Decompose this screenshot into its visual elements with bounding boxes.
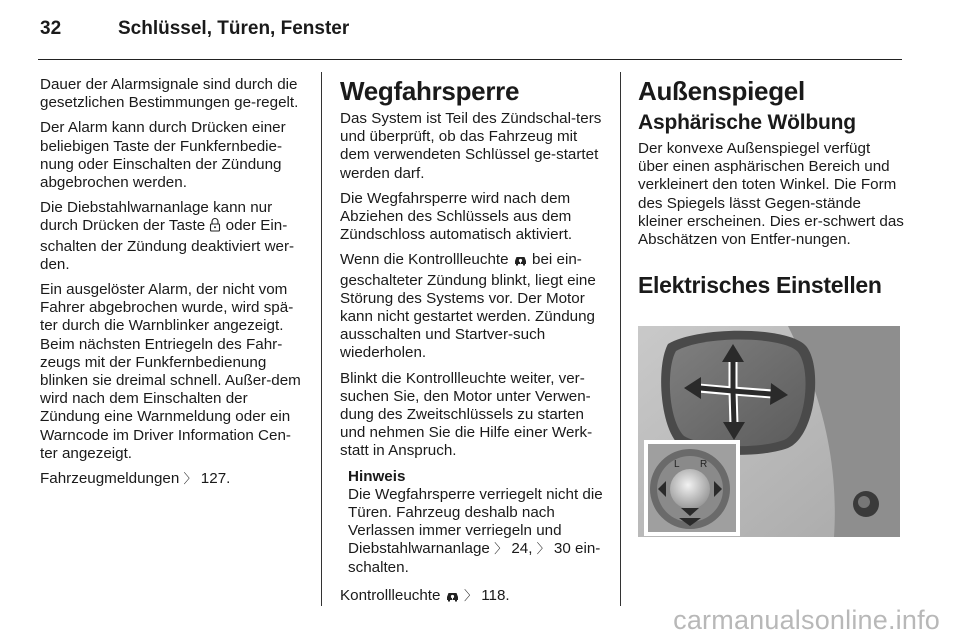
adjust-knob <box>670 469 710 509</box>
note-reference-2[interactable]: 30 ein-schalten. <box>348 540 601 576</box>
aspheric-text: Der konvexe Außenspiegel verfügt über einen asphärischen Bereich und verkleinert den toten Winkel. Die Form des Spiegels lässt Gegen-stände kleiner erscheinen. Dies er-schwert das Abschätzen von Entfer-nungen. <box>638 140 904 249</box>
exterior-mirror-heading: Außenspiegel <box>638 76 805 106</box>
alarm-duration-text: Dauer der Alarmsignale sind durch die gesetzlichen Bestimmungen ge-regelt. <box>40 76 299 112</box>
column-divider-1 <box>321 72 322 606</box>
left-mirror-label: L <box>674 459 680 470</box>
page-reference-arrow-icon: 〉 <box>463 587 477 603</box>
alarm-deactivate-text: Die Diebstahlwarnanlage kann nur durch Drücken der Taste oder Ein-schalten der Zündung deaktiviert wer-den. <box>40 199 295 273</box>
immobilizer-workshop-text: Blinkt die Kontrollleuchte weiter, ver-suchen Sie, den Motor unter Verwen-dung des Zweitschlüssels zu starten und nehmen Sie die Hilfe einer Werk-statt in Anspruch. <box>340 369 593 460</box>
column-3 <box>638 76 904 309</box>
running-title: Schlüssel, Türen, Fenster <box>118 18 350 39</box>
car-key-warning-icon <box>513 253 528 271</box>
note-box <box>348 468 604 577</box>
alarm-triggered-text: Ein ausgelöster Alarm, der nicht vom Fahrer abgebrochen wurde, wird spä-ter durch die Warnblinker angezeigt. Beim nächsten Entriegeln des Fahr-zeugs mit der Funkfernbedienung blinken sie dreimal schnell. Außer-dem wird nach dem Einschalten der Zündung eine Warnmeldung oder ein Warncode im Driver Information Cen-ter angezeigt. <box>40 281 301 462</box>
warning-light-reference[interactable]: Kontrollleuchte 〉 118. <box>340 587 604 607</box>
immobilizer-intro: Das System ist Teil des Zündschal-ters und überprüft, ob das Fahrzeug mit dem verwendeten Schlüssel ge-startet werden darf. <box>340 110 602 182</box>
immobilizer-activation: Die Wegfahrsperre wird nach dem Abziehen des Schlüssels aus dem Zündschloss automatisch aktiviert. <box>340 189 573 244</box>
column-2 <box>340 76 604 614</box>
note-reference-1[interactable]: 24, <box>511 540 537 558</box>
note-title: Hinweis <box>348 467 406 485</box>
immobilizer-heading: Wegfahrsperre <box>340 76 520 106</box>
mirror-adjustment-illustration <box>638 326 900 537</box>
column-divider-2 <box>620 72 621 606</box>
column-1 <box>40 76 304 495</box>
right-mirror-label: R <box>700 459 708 470</box>
aspheric-heading: Asphärische Wölbung <box>638 111 856 134</box>
header-rule <box>38 59 902 60</box>
immobilizer-warning-text: Wenn die Kontrollleuchte bei ein-geschalteter Zündung blinkt, liegt eine Störung des Systems vor. Der Motor kann nicht gestartet werden. Zündung ausschalten und Startver-such wiederholen. <box>340 251 596 362</box>
page-header <box>40 18 920 48</box>
car-key-warning-icon <box>445 589 460 607</box>
door-control-knob-highlight <box>858 496 870 508</box>
vehicle-messages-reference[interactable]: Fahrzeugmeldungen 〉 127. <box>40 470 231 488</box>
alarm-cancel-text: Der Alarm kann durch Drücken einer beliebigen Taste der Funkfernbedie-nung oder Einschalten der Zündung abgebrochen werden. <box>40 119 286 192</box>
page-number: 32 <box>40 18 62 39</box>
watermark: carmanualsonline.info <box>673 605 940 635</box>
note-text: Die Wegfahrsperre verriegelt nicht die Türen. Fahrzeug deshalb nach Verlassen immer verriegeln und Diebstahlwarnanlage 〉 24, 〉 30 ein-schalten. <box>348 485 603 576</box>
electric-adjust-heading: Elektrisches Einstellen <box>638 272 882 299</box>
padlock-key-icon <box>209 217 221 237</box>
page-reference-arrow-icon: 〉 <box>494 541 508 557</box>
page-reference-arrow-icon: 〉 <box>536 541 550 557</box>
page-reference-arrow-icon: 〉 <box>183 471 197 487</box>
